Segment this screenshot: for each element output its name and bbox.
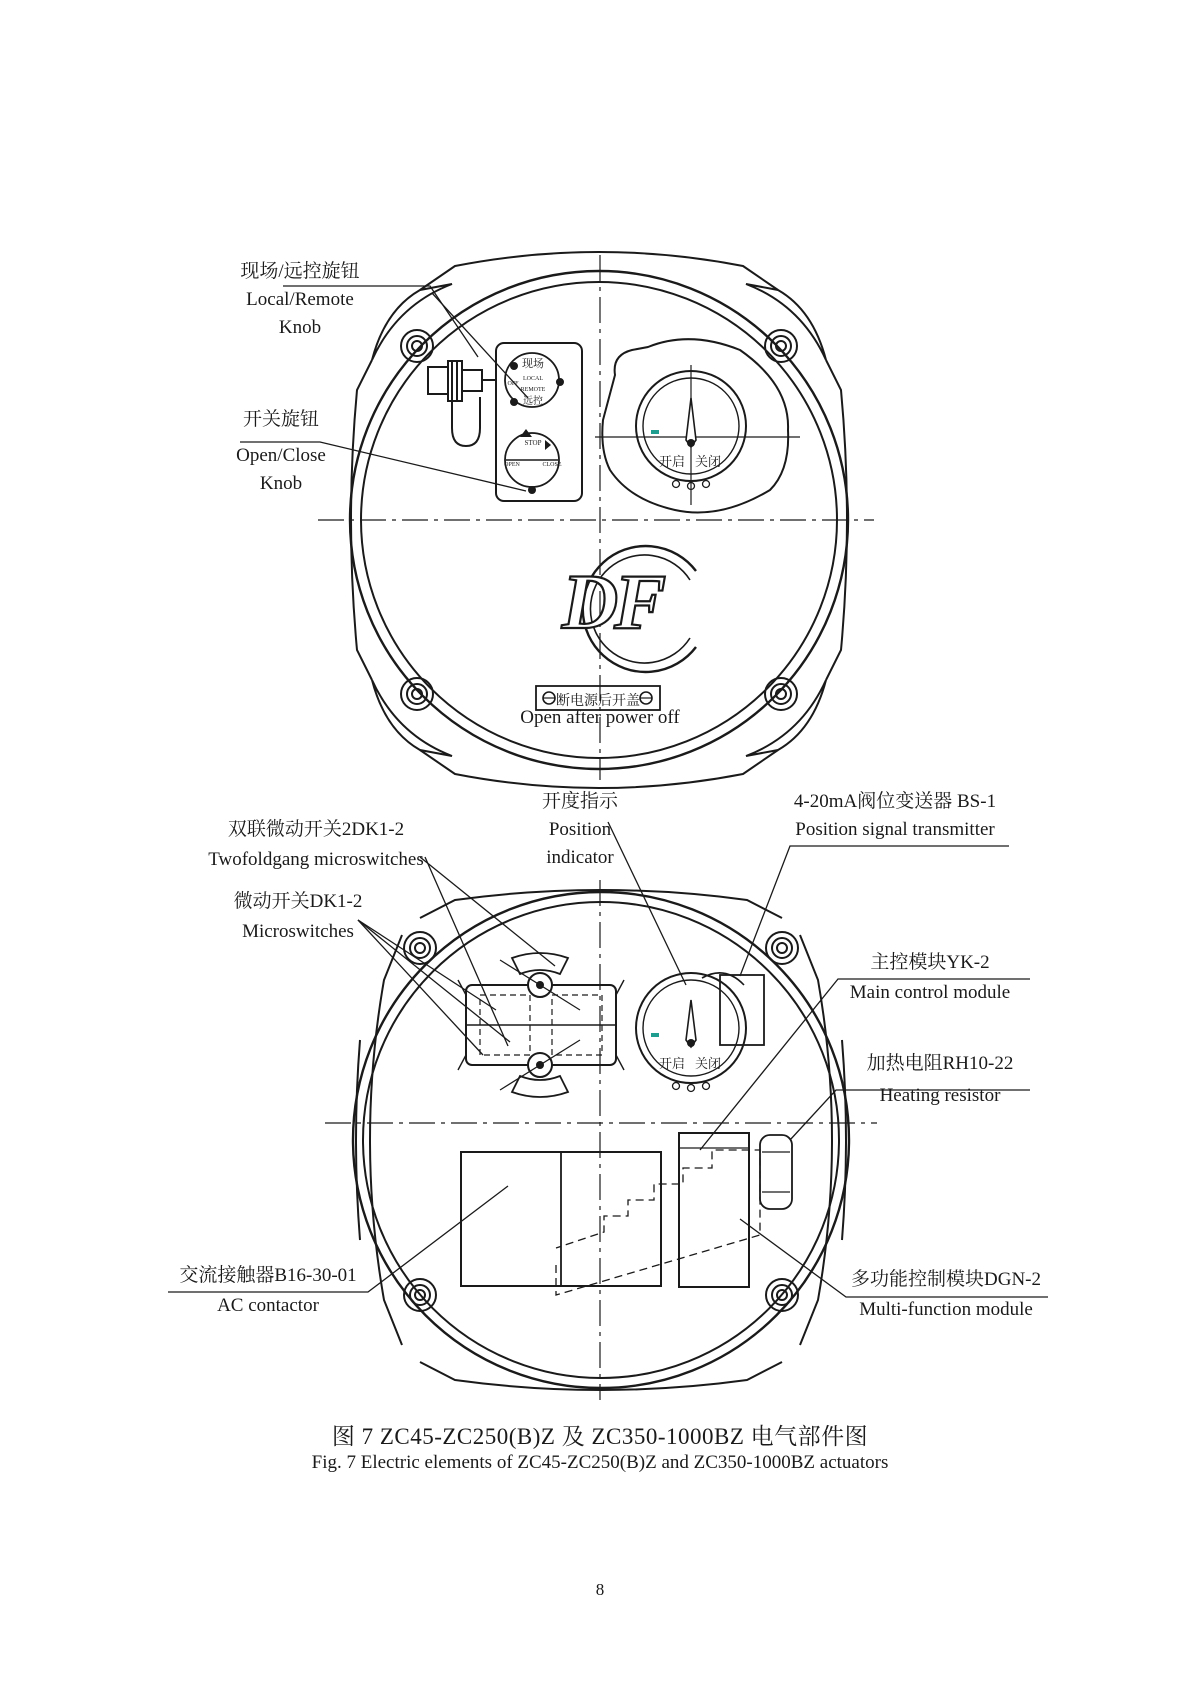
microswitch-block — [458, 953, 624, 1097]
bottom-dial — [636, 973, 764, 1092]
open-close-knob-label — [226, 408, 336, 496]
panel-close: CLOSE — [542, 462, 562, 468]
position-indicator-en-1: Position — [548, 819, 612, 840]
ac-contactor-zh: 交流接触器B16-30-01 — [179, 1265, 357, 1286]
heating-resistor-en: Heating resistor — [879, 1085, 1001, 1106]
local-remote-knob-label — [230, 260, 370, 340]
figure-caption-zh: 图 7 ZC45-ZC250(B)Z 及 ZC350-1000BZ 电气部件图 — [331, 1424, 869, 1449]
panel-remote-en: REMOTE — [520, 387, 546, 393]
local-remote-en-1: Local/Remote — [246, 289, 354, 310]
microswitches-zh: 微动开关DK1-2 — [233, 891, 363, 912]
bottom-dial-close: 关闭 — [694, 1056, 722, 1071]
heating-resistor-label — [850, 1052, 1030, 1108]
panel-remote-zh: 远控 — [523, 396, 543, 407]
control-modules — [556, 1133, 792, 1295]
multi-function-label — [846, 1268, 1046, 1322]
top-dial-open: 开启 — [658, 454, 686, 469]
top-dial-close: 关闭 — [694, 454, 722, 469]
local-remote-zh: 现场/远控旋钮 — [240, 261, 360, 282]
transmitter-zh: 4-20mA阀位变送器 BS-1 — [793, 791, 997, 812]
multi-function-zh: 多功能控制模块DGN-2 — [851, 1269, 1041, 1290]
ac-contactor-en: AC contactor — [217, 1295, 319, 1316]
position-indicator-zh: 开度指示 — [541, 791, 618, 812]
transmitter-en: Position signal transmitter — [795, 819, 995, 840]
heating-resistor-zh: 加热电阻RH10-22 — [866, 1053, 1014, 1074]
microswitches-en: Microswitches — [242, 921, 354, 942]
main-control-label — [830, 951, 1030, 1005]
twofold-zh: 双联微动开关2DK1-2 — [227, 819, 405, 840]
top-dial-housing — [595, 339, 800, 512]
main-control-en: Main control module — [849, 982, 1011, 1003]
panel-open: OPEN — [504, 462, 520, 468]
main-control-zh: 主控模块YK-2 — [870, 952, 990, 973]
bottom-dial-open: 开启 — [658, 1056, 686, 1071]
twofold-en: Twofoldgang microswitches — [208, 849, 424, 870]
local-remote-shaft — [428, 361, 496, 446]
twofold-microswitches-label — [196, 818, 436, 872]
transmitter-label — [770, 790, 1020, 842]
open-close-en-1: Open/Close — [236, 445, 326, 466]
panel-local-zh: 现场 — [522, 358, 544, 370]
ac-contactor-label — [163, 1264, 373, 1318]
open-close-en-2: Knob — [259, 473, 303, 494]
page-number: 8 — [595, 1580, 605, 1599]
open-close-zh: 开关旋钮 — [242, 409, 319, 430]
ac-contactor — [461, 1152, 661, 1286]
position-indicator-en-2: indicator — [546, 847, 614, 868]
multi-function-en: Multi-function module — [859, 1299, 1033, 1320]
panel-local-en: LOCAL — [523, 376, 543, 382]
power-off-label: Open after power off — [520, 707, 680, 728]
df-logo-text: DF — [561, 558, 663, 645]
panel-stop: STOP — [524, 439, 542, 447]
local-remote-en-2: Knob — [278, 317, 322, 338]
panel-off: OFF — [507, 381, 519, 387]
position-indicator-label — [520, 790, 640, 870]
power-plate-text: 断电源后开盖 — [556, 694, 640, 709]
microswitches-label — [228, 890, 368, 944]
figure-caption-en: Fig. 7 Electric elements of ZC45-ZC250(B)Z and ZC350-1000BZ actuators — [311, 1452, 889, 1473]
